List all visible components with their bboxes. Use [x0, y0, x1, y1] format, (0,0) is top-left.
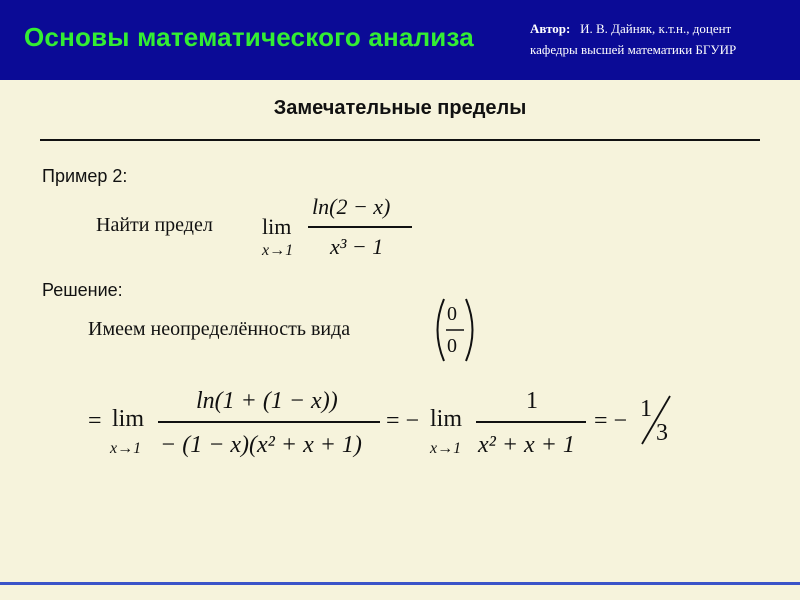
course-title: Основы математического анализа: [24, 22, 474, 52]
equals-minus-2: = −: [386, 408, 420, 434]
limit-numerator: ln(2 − x): [312, 194, 391, 219]
lim-subscript-2: x→1: [430, 440, 462, 457]
equals-minus-3: = −: [594, 408, 628, 434]
form-denominator: 0: [447, 335, 457, 357]
fraction2-bar: [476, 421, 586, 423]
example-label: Пример 2:: [42, 166, 128, 186]
solution-label: Решение:: [42, 280, 123, 300]
equals-sign-1: =: [88, 408, 102, 434]
topic-title: Замечательные пределы: [273, 97, 527, 119]
lim-operator-2: lim: [430, 406, 463, 432]
fraction1-denominator: − (1 − x)(x² + x + 1): [160, 432, 362, 458]
lim-operator-1: lim: [112, 406, 145, 432]
author-label: Автор:: [530, 21, 571, 36]
result-denominator: 3: [656, 420, 668, 446]
header-bar: [0, 0, 800, 80]
lim-subscript: x→1: [262, 242, 294, 259]
result-numerator: 1: [640, 396, 652, 422]
author-name: И. В. Дайняк, к.т.н., доцент: [580, 21, 732, 36]
author-line-2: кафедры высшей математики БГУИР: [530, 42, 737, 57]
task-text: Найти предел: [96, 214, 213, 236]
form-numerator: 0: [447, 303, 457, 325]
fraction2-numerator: 1: [526, 388, 538, 414]
limit-denominator: x³ − 1: [330, 234, 384, 259]
fraction2-denominator: x² + x + 1: [478, 432, 575, 458]
solution-text: Имеем неопределённость вида: [88, 318, 351, 340]
fraction1-bar: [158, 421, 380, 423]
footer-line: [0, 582, 800, 585]
fraction1-numerator: ln(1 + (1 − x)): [196, 388, 338, 414]
title-underline: [40, 139, 760, 141]
lim-subscript-1: x→1: [110, 440, 142, 457]
lim-operator: lim: [262, 214, 292, 239]
author-line-1: [530, 18, 736, 39]
fraction-bar: [308, 226, 412, 228]
author-info: [530, 18, 736, 60]
